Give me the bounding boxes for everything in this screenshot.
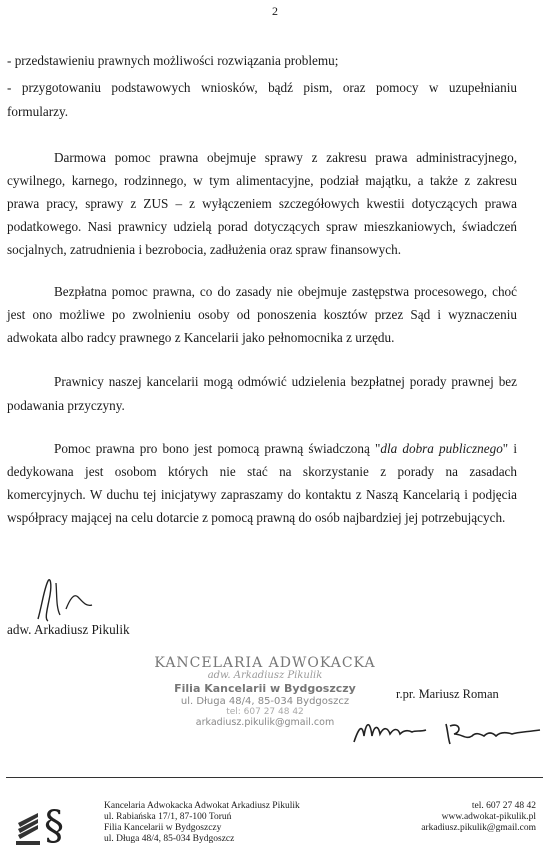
- page-number: 2: [272, 4, 278, 18]
- paragraph-line: podawania przyczyny.: [7, 398, 125, 413]
- list-item: - przygotowaniu podstawowych wniosków, bądź pism, oraz pomocy w uzupełnianiu: [7, 80, 517, 95]
- paragraph-line: komercyjnych. W duchu tej inicjatywy zapraszamy do kontaktu z Naszą Kancelarią i podjęcia: [7, 487, 517, 502]
- paragraph-line: prawa pracy, sprawy z ZUS – z wyłączeniem szczegółowych kwestii dotyczących prawa: [7, 196, 517, 211]
- paragraph-line: Prawnicy naszej kancelarii mogą odmówić udzielenia bezpłatnej porady prawnej bez: [54, 374, 517, 389]
- paragraph-line: cywilnego, karnego, rodzinnego, w tym alimentacyjne, podział majątku, a także z zakresu: [7, 173, 517, 188]
- footer-divider: [6, 777, 543, 778]
- stamp-address: ul. Długa 48/4, 85-034 Bydgoszcz: [180, 696, 350, 707]
- stamp-phone: tel: 607 27 48 42: [226, 707, 304, 717]
- stamp-name: adw. Arkadiusz Pikulik: [207, 670, 323, 681]
- stamp-branch: Filia Kancelarii w Bydgoszczy: [174, 682, 356, 695]
- stamp-email: arkadiusz.pikulik@gmail.com: [195, 717, 335, 728]
- signature-name-left: adw. Arkadiusz Pikulik: [7, 622, 130, 637]
- paragraph-line: współpracy mającej na celu dotarcie z pomocą prawną do osób najbardziej jej potrzebujących.: [7, 510, 506, 525]
- footer-address-block: [104, 801, 300, 845]
- paragraph-line: jest ono możliwe po zwolnieniu osoby od ponoszenia kosztów przez Sąd i wyznaczeniu: [7, 307, 517, 322]
- signature-name-right: r.pr. Mariusz Roman: [396, 687, 499, 701]
- paragraph-line: podatkowego. Nasi prawnicy udzielą porad dotyczących spraw mieszkaniowych, świadczeń: [7, 219, 517, 234]
- footer-line: ul. Długa 48/4, 85-034 Bydgoszcz: [104, 834, 235, 844]
- footer-website-link[interactable]: www.adwokat-pikulik.pl: [441, 812, 536, 822]
- list-item: - przedstawieniu prawnych możliwości rozwiązania problemu;: [7, 53, 339, 68]
- paragraph-line: Pomoc prawna pro bono jest pomocą prawną świadczoną "dla dobra publicznego" i: [54, 441, 517, 456]
- paragraph-line: adwokata albo radcy prawnego z Kancelarii jako pełnomocnika z urzędu.: [7, 330, 395, 345]
- footer-email-link[interactable]: arkadiusz.pikulik@gmail.com: [421, 823, 536, 833]
- signature-right: [350, 712, 546, 750]
- footer-contact-block: [320, 801, 536, 834]
- paragraph-line: socjalnych, zatrudnienia i bezrobocia, zadłużenia oraz spraw finansowych.: [7, 242, 401, 257]
- paragraph-line: Darmowa pomoc prawna obejmuje sprawy z zakresu prawa administracyjnego,: [54, 150, 517, 165]
- signature-left: [30, 575, 100, 627]
- footer-line: ul. Rabiańska 17/1, 87-100 Toruń: [104, 812, 232, 822]
- svg-text:§: §: [44, 803, 64, 849]
- footer-line: Kancelaria Adwokacka Adwokat Arkadiusz Pikulik: [104, 801, 300, 811]
- footer-phone: tel. 607 27 48 42: [471, 801, 536, 811]
- paragraph-line: dedykowana jest osobom których nie stać na skorzystanie z porady na zasadach: [7, 464, 517, 479]
- paragraph-sign-logo-icon: [14, 797, 82, 849]
- footer-line: Filia Kancelarii w Bydgoszczy: [104, 823, 222, 833]
- paragraph-line: Bezpłatna pomoc prawna, co do zasady nie obejmuje zastępstwa procesowego, choć: [54, 284, 517, 299]
- stamp-title: KANCELARIA ADWOKACKA: [154, 655, 376, 671]
- list-item-continuation: formularzy.: [7, 104, 69, 119]
